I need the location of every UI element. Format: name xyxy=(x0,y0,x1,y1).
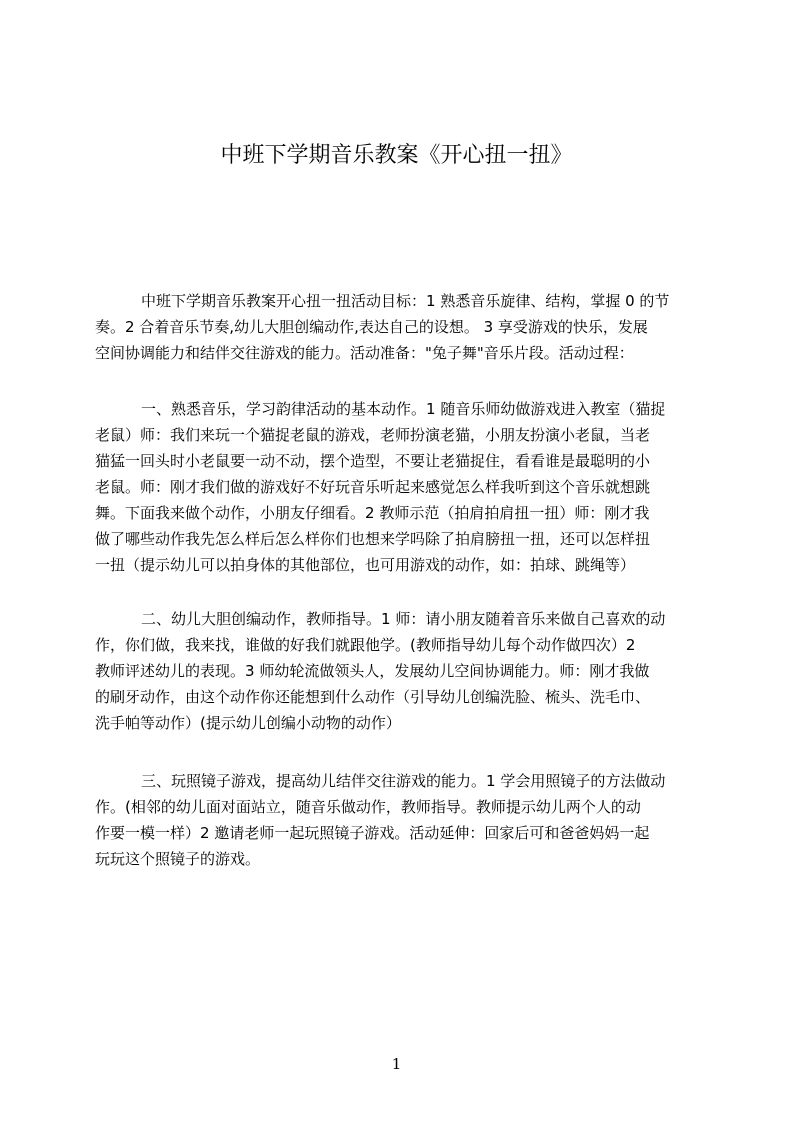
paragraph-line: 空间协调能力和结伴交往游戏的能力。活动准备："兔子舞"音乐片段。活动过程： xyxy=(95,344,634,362)
paragraph-line: 玩玩这个照镜子的游戏。 xyxy=(95,850,261,868)
paragraph-line: 的刷牙动作，由这个动作你还能想到什么动作（引导幼儿创编洗脸、梳头、洗毛巾、 xyxy=(95,688,651,706)
paragraph-line: 老鼠。师：刚才我们做的游戏好不好玩音乐听起来感觉怎么样我听到这个音乐就想跳 xyxy=(95,478,651,496)
paragraph-line: 一扭（提示幼儿可以拍身体的其他部位，也可用游戏的动作，如：拍球、跳绳等） xyxy=(95,556,636,574)
paragraph-line: 做了哪些动作我先怎么样后怎么样你们也想来学吗除了拍肩膀扭一扭，还可以怎样扭 xyxy=(95,530,651,548)
paragraph-line: 奏。2 合着音乐节奏,幼儿大胆创编动作,表达自己的设想。 3 享受游戏的快乐，发展 xyxy=(95,318,648,336)
paragraph-objectives xyxy=(95,288,698,366)
paragraph-line: 三、玩照镜子游戏，提高幼儿结伴交往游戏的能力。1 学会用照镜子的方法做动 xyxy=(141,772,666,790)
paragraph-line: 老鼠）师：我们来玩一个猫捉老鼠的游戏，老师扮演老猫，小朋友扮演小老鼠，当老 xyxy=(95,426,651,444)
paragraph-line: 猫猛一回头时小老鼠要一动不动，摆个造型，不要让老猫捉住，看看谁是最聪明的小 xyxy=(95,452,651,470)
paragraph-line: 二、幼儿大胆创编动作，教师指导。1 师：请小朋友随着音乐来做自己喜欢的动 xyxy=(141,610,666,628)
paragraph-line: 教师评述幼儿的表现。3 师幼轮流做领头人，发展幼儿空间协调能力。师：刚才我做 xyxy=(95,662,650,680)
paragraph-line: 洗手帕等动作）(提示幼儿创编小动物的动作） xyxy=(95,714,401,732)
paragraph-line: 作要一模一样）2 邀请老师一起玩照镜子游戏。活动延伸：回家后可和爸爸妈妈一起 xyxy=(95,824,650,842)
paragraph-step-one xyxy=(95,396,698,578)
paragraph-step-three xyxy=(95,768,698,872)
paragraph-step-two xyxy=(95,606,698,736)
paragraph-line: 作。(相邻的幼儿面对面站立，随音乐做动作，教师指导。教师提示幼儿两个人的动 xyxy=(95,798,641,816)
paragraph-line: 一、熟悉音乐，学习韵律活动的基本动作。1 随音乐师幼做游戏进入教室（猫捉 xyxy=(141,400,666,418)
page-number: 1 xyxy=(391,1055,402,1073)
paragraph-line: 作，你们做，我来找，谁做的好我们就跟他学。(教师指导幼儿每个动作做四次）2 xyxy=(95,636,636,654)
document-title: 中班下学期音乐教案《开心扭一扭》 xyxy=(220,143,573,168)
paragraph-line: 舞。下面我来做个动作，小朋友仔细看。2 教师示范（拍肩拍肩扭一扭）师：刚才我 xyxy=(95,504,650,522)
paragraph-line: 中班下学期音乐教案开心扭一扭活动目标：1 熟悉音乐旋律、结构，掌握 0 的节 xyxy=(141,292,670,310)
